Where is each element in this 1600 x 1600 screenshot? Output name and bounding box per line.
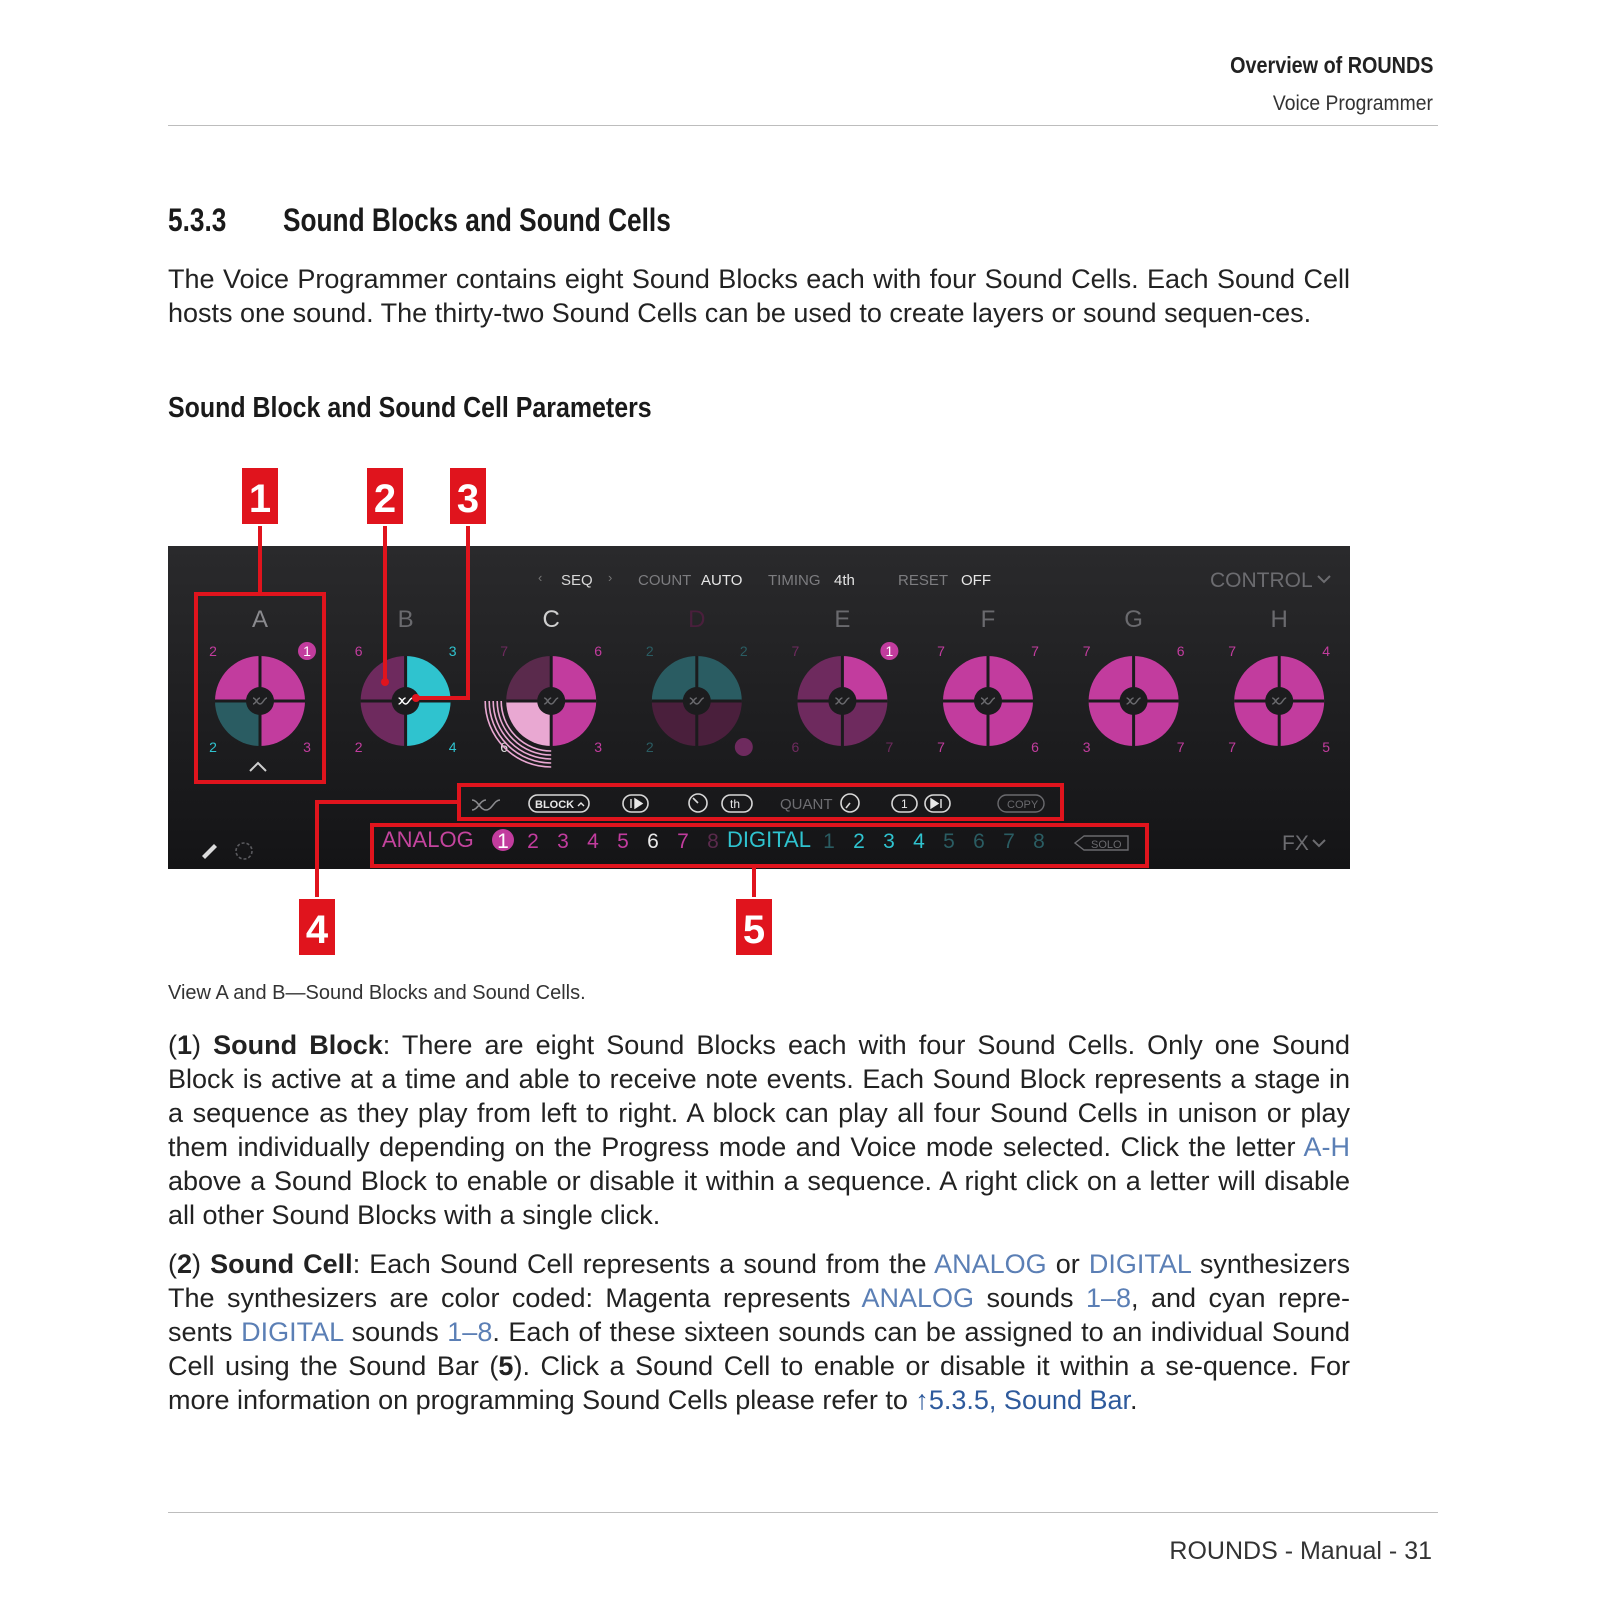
cell-number-tl: 7 [1082,643,1091,659]
callout-3 [449,467,487,525]
item2-text-or: or [1046,1249,1089,1279]
digital-sound-7[interactable]: 7 [1003,830,1015,853]
seq-prev-icon[interactable]: ‹ [538,570,543,585]
seq-label: SEQ [561,572,593,589]
item2-text-g: ). Click a Sound Cell to enable or disable it within a se-quence. For more information on programming Sound Cells please refer to [168,1351,1350,1415]
item2-link-analog[interactable]: ANALOG [934,1249,1047,1279]
item2-text-a: : Each Sound Cell represents a sound from the [352,1249,935,1279]
item1-open-paren: ( [168,1030,177,1060]
item2-link-digital-2[interactable]: DIGITAL [241,1317,344,1347]
cell-number-br: 7 [1176,739,1185,755]
item1-link-letters[interactable]: A-H [1303,1132,1350,1162]
reset-value[interactable]: OFF [961,572,991,589]
block-button-label: BLOCK [535,799,575,811]
block-letter-d[interactable]: D [688,606,706,633]
fx-menu[interactable]: FX [1282,832,1309,855]
item1-close-paren: ) [192,1030,202,1060]
cell-number-tl: 2 [645,643,654,659]
block-letter-h[interactable]: H [1270,606,1288,633]
digital-sound-8[interactable]: 8 [1033,830,1045,853]
analog-sound-8[interactable]: 8 [707,830,719,853]
callout-number: 4 [305,908,329,952]
cell-number-br: 3 [594,739,603,755]
analog-sound-2[interactable]: 2 [527,830,539,853]
cell-number-bl: 2 [209,739,217,755]
cell-number-bl: 6 [500,739,509,755]
block-letter-f[interactable]: F [980,606,996,633]
digital-label[interactable]: DIGITAL [727,827,811,852]
item2-number: 2 [177,1249,193,1279]
footer-rule [168,1512,1438,1513]
cell-number-br: 5 [1322,739,1331,755]
item2-bold-5: 5 [498,1351,514,1381]
section-number: 5.3.3 [168,202,227,238]
analog-sound-1[interactable]: 1 [497,830,509,853]
item1-term: Sound Block [213,1030,383,1060]
item1-text-b: above a Sound Block to enable or disable it within a sequence. A right click on a letter will disable all other Sound Blocks with a single click. [168,1166,1350,1230]
copy-button-label: COPY [1007,799,1039,811]
cell-number-tr: 7 [1031,643,1039,659]
th-button-label: th [730,797,741,811]
connector-2-dot [381,678,389,686]
section-intro: The Voice Programmer contains eight Sound Blocks each with four Sound Cells. Each Sound Cell hosts one sound. The thirty-two Sound Cells can be used to create layers or sound sequen-ces. [168,264,1350,328]
item2-term: Sound Cell [210,1249,353,1279]
callout-number: 1 [248,477,272,521]
figure-caption: View A and B—Sound Blocks and Sound Cells. [168,982,586,1004]
item2-text-h: . [1130,1385,1138,1415]
item2-text-d: , and cyan repre-sents [168,1283,1350,1347]
solo-label: SOLO [1091,839,1122,851]
item2-text-b: synthesizers The synthesizers are color coded: Magenta represents [168,1249,1350,1313]
item1-number: 1 [177,1030,193,1060]
analog-sound-5[interactable]: 5 [617,830,629,853]
callout-number: 3 [456,477,480,521]
cell-number-tr: 3 [448,643,457,659]
item2-text-e: sounds [343,1317,448,1347]
block-hub[interactable] [828,687,856,715]
cell-number-tl: 7 [1228,643,1237,659]
item2-link-range-1[interactable]: 1–8 [1085,1283,1132,1313]
cell-number-tl: 7 [937,643,945,659]
block-hub[interactable] [1120,687,1148,715]
callout-4 [298,898,336,956]
block-hub[interactable] [246,687,274,715]
callout-1 [241,467,279,525]
cell-number-tr: 2 [739,643,748,659]
seq-next-icon[interactable]: › [608,570,613,585]
running-header-title: Overview of ROUNDS [1229,52,1433,78]
digital-sound-3[interactable]: 3 [883,830,895,853]
analog-sound-4[interactable]: 4 [587,830,599,853]
analog-sound-3[interactable]: 3 [557,830,569,853]
control-menu[interactable]: CONTROL [1210,569,1313,592]
cell-number-br: 4 [448,739,457,755]
cell-number-br: 3 [303,739,311,755]
cell-number-bl: 6 [791,739,800,755]
item2-link-digital[interactable]: DIGITAL [1088,1249,1191,1279]
block-hub[interactable] [537,687,565,715]
cell-number-tr: 1 [885,643,894,659]
running-header-subtitle: Voice Programmer [1273,92,1433,115]
cell-number-tl: 6 [354,643,363,659]
digital-sound-4[interactable]: 4 [913,830,925,853]
item-sound-block [168,1028,1350,1232]
timing-value[interactable]: 4th [834,572,855,589]
cell-number-bl: 7 [1228,739,1237,755]
callout-5 [735,898,773,956]
block-hub[interactable] [1265,687,1293,715]
block-letter-a[interactable]: A [251,606,269,633]
block-hub[interactable] [974,687,1002,715]
callout-number: 5 [742,908,766,952]
item2-open-paren: ( [168,1249,177,1279]
subheading: Sound Block and Sound Cell Parameters [168,392,652,424]
callout-2 [366,467,404,525]
block-letter-b[interactable]: B [397,606,414,633]
analog-sound-7[interactable]: 7 [677,830,689,853]
cell-number-bl: 2 [354,739,363,755]
item2-text-f: . Each of these sixteen sounds can be assigned to an individual Sound Cell using the Sound Bar ( [168,1317,1350,1381]
block-letter-e[interactable]: E [834,606,851,633]
one-button-label: 1 [901,797,908,811]
digital-sound-5[interactable]: 5 [943,830,955,853]
item1-text-a: : There are eight Sound Blocks each with four Sound Cells. Only one Sound Block is active at a time and able to receive note events. Each Sound Block represents a stage in a sequence as they play from left to right. A block can play all four Sound Cells in unison or play them individually depending on the Progress mode and Voice mode selected. Click the letter [168,1030,1351,1162]
cell-number-tl: 7 [500,643,509,659]
digital-sound-2[interactable]: 2 [853,830,865,853]
digital-sound-1[interactable]: 1 [823,830,835,853]
timing-label: TIMING [768,572,821,589]
cross-reference-link[interactable]: ↑5.3.5, Sound Bar [915,1385,1131,1415]
cell-number-br: 7 [885,739,894,755]
cell-number-tl: 2 [209,643,217,659]
cell-number-br: 1 [739,739,748,755]
quant-label: QUANT [780,796,833,813]
section-title: Sound Blocks and Sound Cells [283,202,671,238]
block-letter-g[interactable]: G [1124,606,1143,633]
cell-number-bl: 3 [1082,739,1091,755]
count-value[interactable]: AUTO [701,572,743,589]
digital-sound-6[interactable]: 6 [973,830,985,853]
item-sound-cell [168,1247,1350,1417]
cell-number-tl: 7 [791,643,800,659]
reset-label: RESET [898,572,949,589]
analog-label[interactable]: ANALOG [382,827,474,852]
block-hub[interactable] [683,687,711,715]
cell-number-bl: 7 [937,739,945,755]
cell-number-br: 6 [1031,739,1039,755]
item2-close-paren: ) [192,1249,202,1279]
cell-number-tr: 1 [303,643,311,659]
item2-link-range-2[interactable]: 1–8 [447,1317,493,1347]
analog-sound-6[interactable]: 6 [647,830,659,853]
item2-text-c: sounds [974,1283,1086,1313]
block-letter-c[interactable]: C [542,606,560,633]
item2-link-analog-2[interactable]: ANALOG [861,1283,975,1313]
count-label: COUNT [638,572,692,589]
page-footer: ROUNDS - Manual - 31 [1169,1537,1432,1565]
connector-3-dot [412,694,420,702]
cell-number-bl: 2 [645,739,654,755]
cell-number-tr: 4 [1322,643,1331,659]
callout-number: 2 [373,477,397,521]
cell-number-tr: 6 [1176,643,1185,659]
cell-number-tr: 6 [594,643,603,659]
